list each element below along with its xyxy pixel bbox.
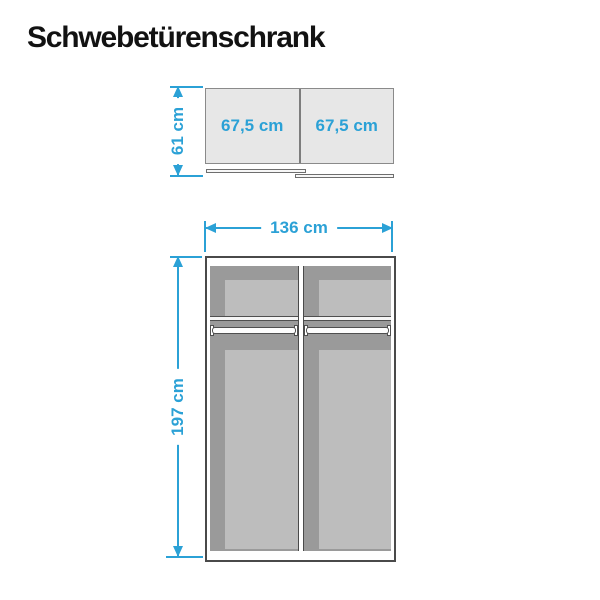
arrow-up-icon [173, 256, 183, 267]
page-title: Schwebetürenschrank [27, 21, 325, 54]
sliding-doors [205, 88, 394, 164]
right-clothes-rail [306, 327, 390, 334]
cabinet-body [205, 256, 396, 562]
right-door [299, 89, 394, 163]
left-compartment [210, 266, 298, 551]
right-door-width-label: 67,5 cm [315, 116, 378, 135]
left-door [206, 89, 299, 163]
arrow-up-icon [173, 86, 183, 97]
cabinet-height-label: 197 cm [167, 369, 189, 445]
cabinet-width-label: 136 cm [261, 218, 337, 238]
arrow-left-icon [205, 223, 216, 233]
arrow-down-icon [173, 546, 183, 557]
cabinet-interior [210, 266, 391, 551]
right-bottom-back-panel [319, 350, 392, 549]
left-shelf [210, 316, 298, 321]
arrow-right-icon [382, 223, 393, 233]
left-clothes-rail [212, 327, 296, 334]
left-bottom-back-panel [225, 350, 298, 549]
right-compartment [304, 266, 392, 551]
right-shelf [304, 316, 392, 321]
left-door-track [206, 169, 306, 173]
dimension-tick [166, 556, 203, 558]
arrow-down-icon [173, 165, 183, 176]
right-top-back-panel [319, 280, 392, 316]
left-door-width-label: 67,5 cm [221, 116, 284, 135]
left-top-back-panel [225, 280, 298, 316]
door-height-label: 61 cm [167, 98, 189, 164]
right-door-track [295, 174, 394, 178]
